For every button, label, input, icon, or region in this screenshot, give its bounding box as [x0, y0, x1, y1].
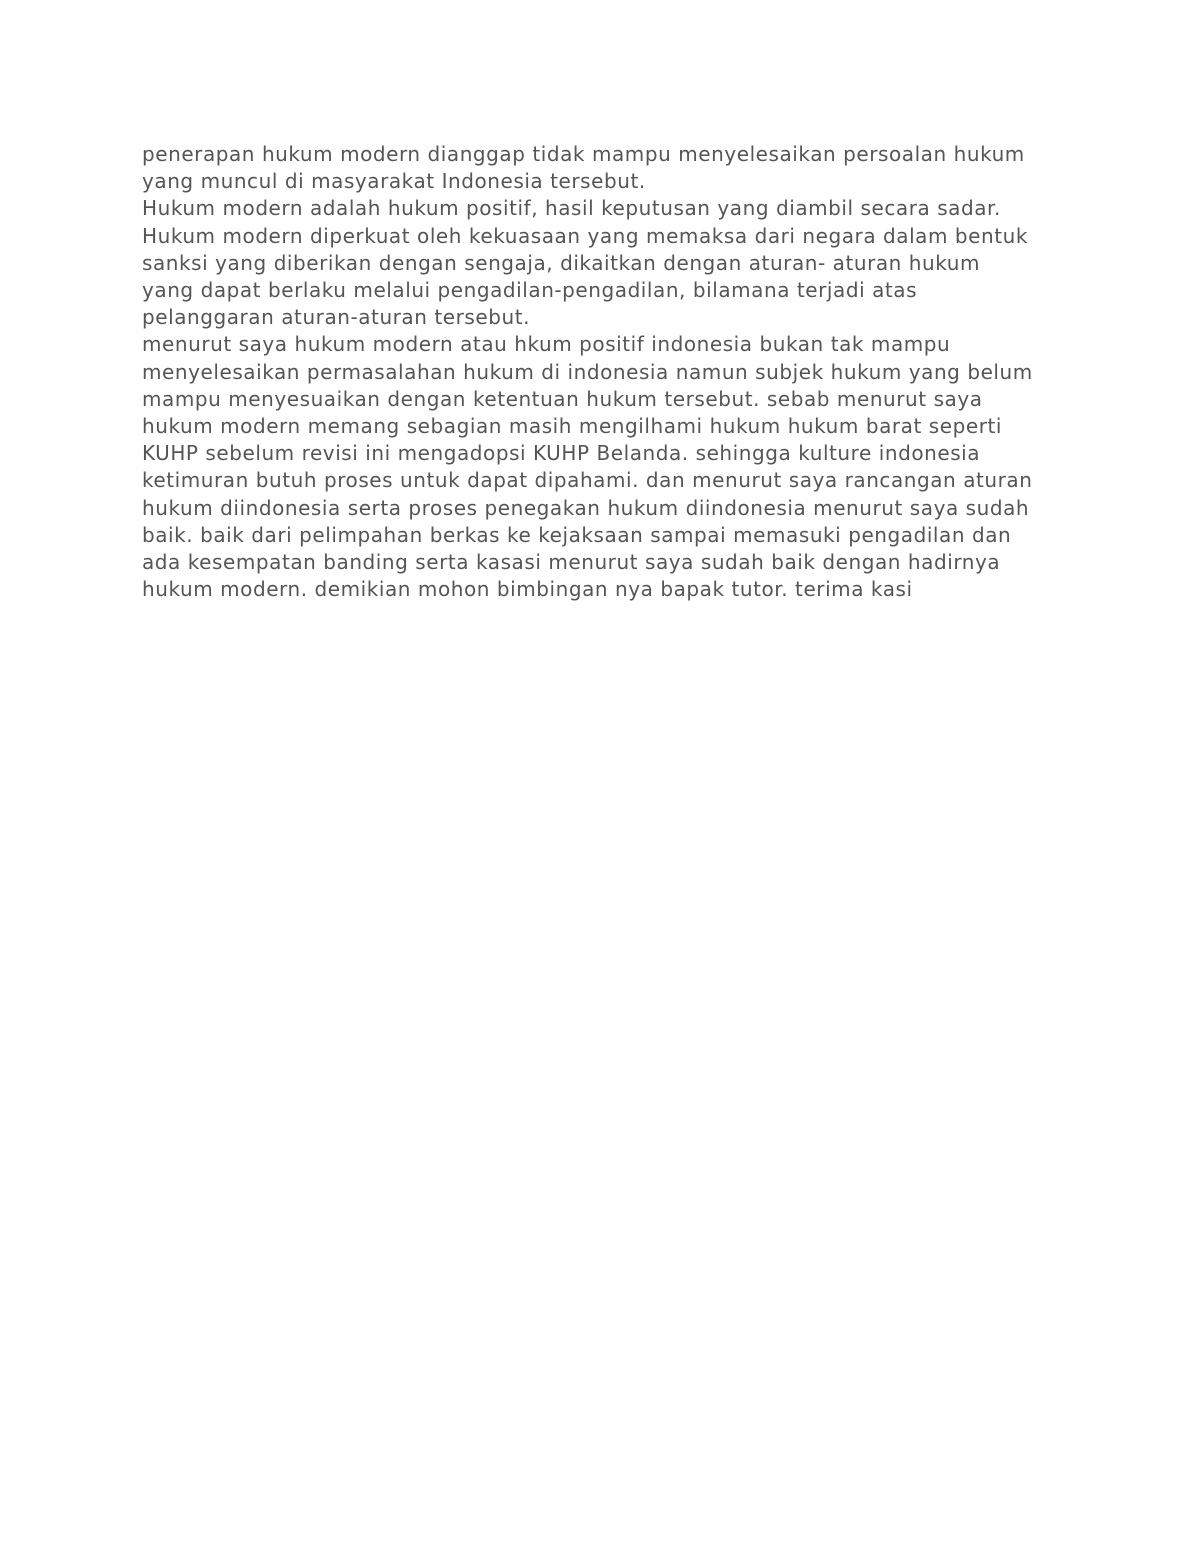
text-line: hukum modern. demikian mohon bimbingan nya bapak tutor. terima kasi	[142, 577, 913, 602]
text-line: ketimuran butuh proses untuk dapat dipahami. dan menurut saya rancangan aturan	[142, 468, 1033, 493]
text-line: Hukum modern diperkuat oleh kekuasaan yang memaksa dari negara dalam bentuk	[142, 223, 1029, 248]
text-line: penerapan hukum modern dianggap tidak mampu menyelesaikan persoalan hukum	[142, 142, 1025, 166]
text-line: baik. baik dari pelimpahan berkas ke kejaksaan sampai memasuki pengadilan dan	[142, 522, 1012, 547]
text-line: mampu menyesuaikan dengan ketentuan hukum tersebut. sebab menurut saya	[142, 386, 983, 411]
text-line: Hukum modern adalah hukum positif, hasil keputusan yang diambil secara sadar.	[142, 196, 1001, 221]
text-line: sanksi yang diberikan dengan sengaja, dikaitkan dengan aturan- aturan hukum	[142, 250, 981, 275]
body-text	[142, 141, 1082, 603]
text-line: KUHP sebelum revisi ini mengadopsi KUHP Belanda. sehingga kulture indonesia	[142, 441, 981, 466]
text-line: yang dapat berlaku melalui pengadilan-pengadilan, bilamana terjadi atas	[142, 278, 918, 303]
text-line: ada kesempatan banding serta kasasi menurut saya sudah baik dengan hadirnya	[142, 550, 1001, 575]
text-line: yang muncul di masyarakat Indonesia tersebut.	[142, 169, 646, 194]
text-line: menurut saya hukum modern atau hkum positif indonesia bukan tak mampu	[142, 332, 951, 357]
text-line: menyelesaikan permasalahan hukum di indonesia namun subjek hukum yang belum	[142, 359, 1033, 384]
text-line: pelanggaran aturan-aturan tersebut.	[142, 305, 530, 330]
text-line: hukum diindonesia serta proses penegakan hukum diindonesia menurut saya sudah	[142, 495, 1030, 520]
text-line: hukum modern memang sebagian masih mengilhami hukum hukum barat seperti	[142, 414, 1002, 439]
